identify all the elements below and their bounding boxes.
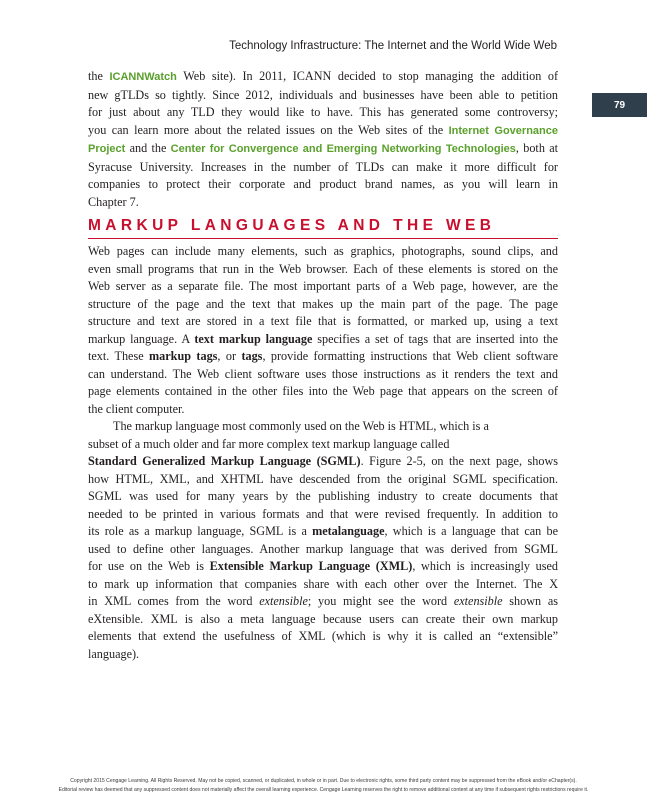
markup-intro-paragraph <box>88 243 558 418</box>
text-line: structure and text are stored in a text file that is formatted, or marked up, using a text <box>88 314 558 328</box>
text-line: its role as a markup language, SGML is a metalanguage, which is a language that can be <box>88 524 558 538</box>
text-line: eXtensible. XML is also a meta language because users can create their own markup <box>88 611 558 626</box>
internet-governance-project-link-cont[interactable]: Project <box>88 143 126 155</box>
text-line: the ICANNWatch Web site). In 2011, ICANN decided to stop managing the addition of <box>88 69 558 83</box>
text-line: Web pages can include many elements, such as graphics, photographs, sound clips, and <box>88 244 558 258</box>
key-term: markup tags <box>149 349 218 363</box>
running-head: Technology Infrastructure: The Internet and the World Wide Web <box>229 40 557 52</box>
key-term: metalanguage <box>312 524 385 538</box>
text-line: new gTLDs so tightly. Since 2012, individuals and businesses have been able to petition <box>88 87 558 102</box>
text-line: used to define other languages. Another markup language that was derived from SGML <box>88 541 558 556</box>
page-number-badge: 79 <box>592 93 647 117</box>
emphasis: extensible <box>453 594 503 608</box>
key-term: Standard Generalized Markup Language (SGML) <box>88 454 361 468</box>
text-line: in XML comes from the word extensible; you might see the word extensible shown as <box>88 594 558 608</box>
text-line: for use on the Web is Extensible Markup Language (XML), which is increasingly used <box>88 559 558 573</box>
text-line: structure of the page and the text that makes up the main part of the page. The page <box>88 296 558 311</box>
convergence-center-link[interactable]: Center for Convergence and Emerging Networking Technologies <box>170 143 516 155</box>
text-line: to mark up information that companies share with each other over the Internet. The X <box>88 576 558 591</box>
key-term: tags <box>241 349 263 363</box>
text-line: subset of a much older and far more complex text markup language called <box>88 436 450 451</box>
text-line: you can learn more about the related issues on the Web sites of the Internet Governance <box>88 122 558 137</box>
text-line: Web server as a separate file. The most important parts of a Web page, however, are the <box>88 279 558 293</box>
editorial-notice: Editorial review has deemed that any suppressed content does not materially affect the overall learning experience. Cengage Learning reserves the right to remove additional content at any time if subsequent rights restrictions require it. <box>58 787 589 793</box>
text-line: Project and the Center for Convergence and Emerging Networking Technologies, both at <box>88 141 558 155</box>
copyright-notice: Copyright 2015 Cengage Learning. All Rights Reserved. May not be copied, scanned, or duplicated, in whole or in part. Due to electronic rights, some third party content may be suppressed from the eBook and/or eChapter(s). <box>70 778 577 784</box>
intro-paragraph <box>88 68 558 211</box>
text-line: elements that extend the usefulness of XML (which is why it is called an “extensible” <box>88 629 558 643</box>
text-line: even small programs that run in the Web browser. Each of these elements is stored on the <box>88 261 558 276</box>
key-term: Extensible Markup Language (XML) <box>209 559 413 573</box>
text-line: The markup language most commonly used on the Web is HTML, which is a <box>113 419 489 433</box>
text-line: SGML was used for many years by the publishing industry to create documents that <box>88 489 558 503</box>
emphasis: extensible <box>259 594 308 608</box>
text-line: Syracuse University. Increases in the number of TLDs can make it more difficult for <box>88 159 558 174</box>
section-heading: MARKUP LANGUAGES AND THE WEB <box>88 216 558 239</box>
text-line: for just about any TLD they would like to have. This has generated some controversy; <box>88 105 558 119</box>
text-line: companies to protect their corporate and product brand names, as you will learn in <box>88 177 558 191</box>
text-line: language). <box>88 646 140 661</box>
text-line: needed to be printed in various formats and that were revised frequently. In addition to <box>88 506 558 521</box>
icannwatch-link[interactable]: ICANNWatch <box>109 71 177 83</box>
text-line: Standard Generalized Markup Language (SGML). Figure 2-5, on the next page, shows <box>88 454 558 468</box>
text-line: text. These markup tags, or tags, provide formatting instructions that Web client software <box>88 349 558 363</box>
text-line: the client computer. <box>88 401 185 416</box>
text-line: Chapter 7. <box>88 194 139 209</box>
text-line: markup language. A text markup language specifies a set of tags that are inserted into the <box>88 331 558 346</box>
html-sgml-paragraph <box>88 418 558 663</box>
text-line: can understand. The Web client software uses those instructions as it renders the text and <box>88 366 558 381</box>
key-term: text markup language <box>194 331 313 346</box>
text-line: page elements contained in the other files into the Web page that appears on the screen of <box>88 384 558 398</box>
internet-governance-project-link[interactable]: Internet Governance <box>448 124 558 137</box>
text-line: how HTML, XML, and XHTML have descended from the original SGML specification. <box>88 471 558 486</box>
